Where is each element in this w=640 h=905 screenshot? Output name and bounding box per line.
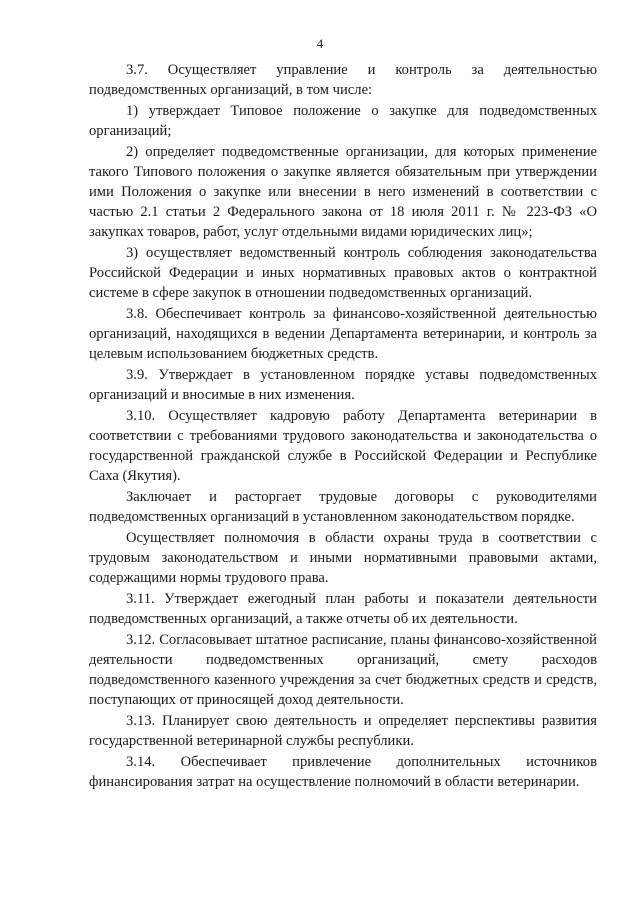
paragraph-3-13: 3.13. Планирует свою деятельность и определяет перспективы развития государственной ветеринарной службы республики. [89,713,597,749]
document-body [89,60,597,793]
paragraph-3-7: 3.7. Осуществляет управление и контроль за деятельностью подведомственных организаций, в том числе: [89,62,597,98]
paragraph-3-11: 3.11. Утверждает ежегодный план работы и показатели деятельности подведомственных организаций, а также отчеты об их деятельности. [89,591,597,627]
paragraph-3-7-item-2: 2) определяет подведомственные организации, для которых применение такого Типового положения о закупке является обязательным при утверждении ими Положения о закупке или внесении в него изменений в соответствии с частью 2.1 статьи 2 Федерального закона от 18 июля 2011 г. № 223-ФЗ «О закупках товаров, работ, услуг отдельными видами юридических лиц»; [89,144,597,240]
paragraph-3-9: 3.9. Утверждает в установленном порядке уставы подведомственных организаций и вносимые в них изменения. [89,367,597,403]
paragraph-3-7-item-3: 3) осуществляет ведомственный контроль соблюдения законодательства Российской Федерации и иных нормативных правовых актов о контрактной системе в сфере закупок в отношении подведомственных организаций. [89,245,597,301]
paragraph-3-8: 3.8. Обеспечивает контроль за финансово-хозяйственной деятельностью организаций, находящихся в ведении Департамента ветеринарии, и контроль за целевым использованием бюджетных средств. [89,306,597,362]
paragraph-3-7-item-1: 1) утверждает Типовое положение о закупке для подведомственных организаций; [89,103,597,139]
paragraph-3-10-labor-safety: Осуществляет полномочия в области охраны труда в соответствии с трудовым законодательством и иными нормативными правовыми актами, содержащими нормы трудового права. [89,530,597,586]
paragraph-3-10: 3.10. Осуществляет кадровую работу Департамента ветеринарии в соответствии с требованиями трудового законодательства и законодательства о государственной гражданской службе в Российской Федерации и Республике Саха (Якутия). [89,408,597,484]
page-number: 4 [316,36,324,51]
paragraph-3-10-contracts: Заключает и расторгает трудовые договоры с руководителями подведомственных организаций в установленном законодательством порядке. [89,489,597,525]
paragraph-3-12: 3.12. Согласовывает штатное расписание, планы финансово-хозяйственной деятельности подведомственных организаций, смету расходов подведомственного казенного учреждения за счет бюджетных средств и средств, поступающих от приносящей доход деятельности. [89,632,597,708]
paragraph-3-14: 3.14. Обеспечивает привлечение дополнительных источников финансирования затрат на осуществление полномочий в области ветеринарии. [89,754,597,790]
